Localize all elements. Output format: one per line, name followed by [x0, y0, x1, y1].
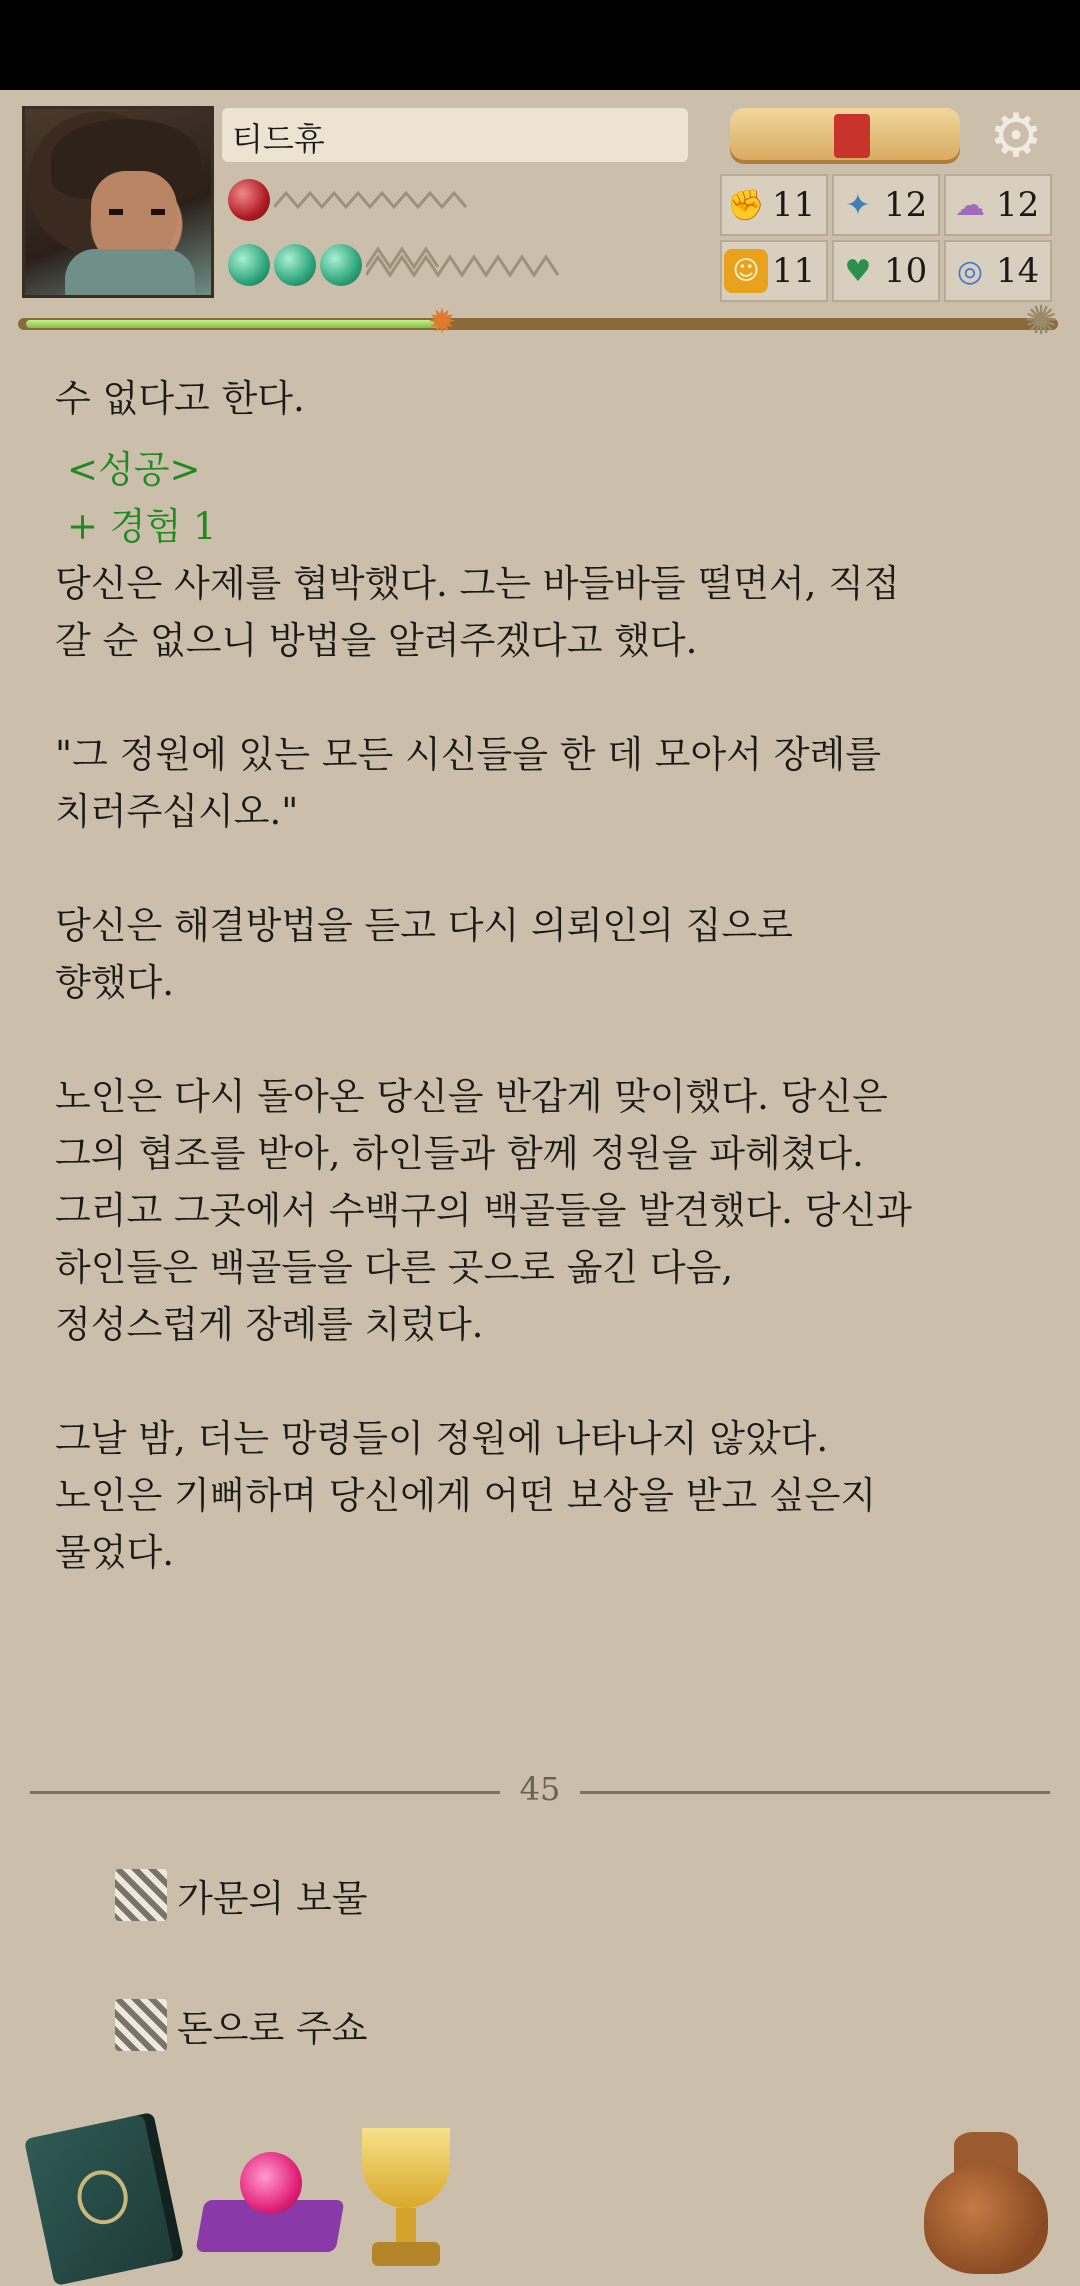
gem-stone — [240, 2152, 302, 2214]
gear-icon[interactable]: ⚙ — [989, 101, 1043, 171]
divider-line — [580, 1791, 1050, 1794]
story-partial-line: 수 없다고 한다. — [55, 377, 305, 420]
green-life-orbs — [228, 240, 566, 290]
page-number: 45 — [519, 1770, 561, 1808]
stat-agility[interactable] — [832, 174, 940, 236]
progress-fill — [26, 320, 442, 328]
choice-marker-icon — [115, 1869, 167, 1921]
red-orb-icon — [228, 179, 270, 221]
portrait-eye — [151, 209, 165, 215]
story-paragraph: "그 정원에 있는 모든 시신들을 한 데 모아서 장례를 치러주십시오." — [55, 733, 881, 833]
trophy-icon[interactable] — [346, 2128, 466, 2278]
red-life-orbs — [228, 180, 474, 220]
stat-luck[interactable] — [720, 240, 828, 302]
evasion-icon: ◎ — [956, 253, 984, 289]
strength-icon: ✊ — [727, 187, 765, 223]
page-divider — [30, 1770, 1050, 1814]
stat-strength[interactable] — [720, 174, 828, 236]
story-paragraph: 당신은 해결방법을 듣고 다시 의뢰인의 집으로 향했다. — [55, 904, 793, 1004]
character-header — [0, 90, 1080, 365]
choice-marker-icon — [115, 1999, 167, 2051]
stats-panel — [720, 174, 1052, 302]
story-text — [55, 370, 1035, 1581]
stat-evasion[interactable] — [944, 240, 1052, 302]
stat-health[interactable] — [832, 240, 940, 302]
portrait-face — [91, 171, 177, 261]
stat-intelligence[interactable] — [944, 174, 1052, 236]
intelligence-icon: ☁ — [955, 187, 985, 223]
trophy-stem — [396, 2208, 416, 2244]
bag-body — [924, 2164, 1048, 2274]
character-name: 티드휴 — [222, 108, 688, 162]
green-orb-icon — [228, 244, 270, 286]
portrait-scarf — [65, 249, 195, 295]
story-paragraph: 당신은 사제를 협박했다. 그는 바들바들 떨면서, 직접 갈 순 없으니 방법을 알려주겠다고 했다. — [55, 562, 900, 662]
choice-label: 가문의 보물 — [177, 1877, 368, 1920]
gem-icon[interactable] — [200, 2140, 340, 2260]
portrait-eye — [109, 209, 123, 215]
book-ornament — [73, 2166, 133, 2229]
reward-label: + 경험 1 — [67, 505, 217, 548]
progress-marker-icon: ✹ — [427, 302, 457, 342]
health-icon: ♥ — [844, 253, 872, 289]
stat-value: 14 — [996, 251, 1040, 291]
story-paragraph: 그날 밤, 더는 망령들이 정원에 나타나지 않았다. 노인은 기뻐하며 당신에게 어떤 보상을 받고 싶은지 물었다. — [55, 1417, 877, 1574]
trophy-foot — [372, 2242, 440, 2266]
chapter-progress-bar — [18, 298, 1062, 344]
stat-value: 11 — [772, 185, 816, 225]
stat-value: 12 — [884, 185, 928, 225]
empty-orb-slots-icon — [274, 185, 474, 215]
scroll-ribbon-icon — [834, 114, 870, 158]
stat-value: 11 — [772, 251, 816, 291]
green-orb-icon — [274, 244, 316, 286]
stat-value: 10 — [884, 251, 928, 291]
result-label: <성공> — [67, 448, 201, 491]
green-orb-icon — [320, 244, 362, 286]
progress-end-icon: ✺ — [1024, 298, 1058, 344]
bottom-toolbar — [0, 2110, 1080, 2280]
status-bar — [0, 0, 1080, 90]
divider-line — [30, 1791, 500, 1794]
agility-icon: ✦ — [845, 187, 871, 223]
trophy-cup — [362, 2128, 450, 2208]
choice-label: 돈으로 주쇼 — [177, 2007, 368, 2050]
quest-scroll-button[interactable] — [730, 108, 960, 164]
choice-option[interactable] — [115, 1860, 975, 1930]
luck-icon: ☺ — [724, 249, 768, 293]
character-portrait[interactable] — [22, 106, 214, 298]
book-icon[interactable] — [24, 2112, 184, 2286]
story-paragraph: 노인은 다시 돌아온 당신을 반갑게 맞이했다. 당신은 그의 협조를 받아, 하인들과 함께 정원을 파헤쳤다. 그리고 그곳에서 수백구의 백골들을 발견했다. 당신과 하인들은 백골들을 다른 곳으로 옮긴 다음, 정성스럽게 장례를 치렀다. — [55, 1075, 912, 1346]
stat-value: 12 — [996, 185, 1040, 225]
inventory-bag-icon[interactable] — [924, 2120, 1048, 2274]
empty-orb-slots-icon — [366, 245, 566, 285]
choice-option[interactable] — [115, 1990, 975, 2060]
